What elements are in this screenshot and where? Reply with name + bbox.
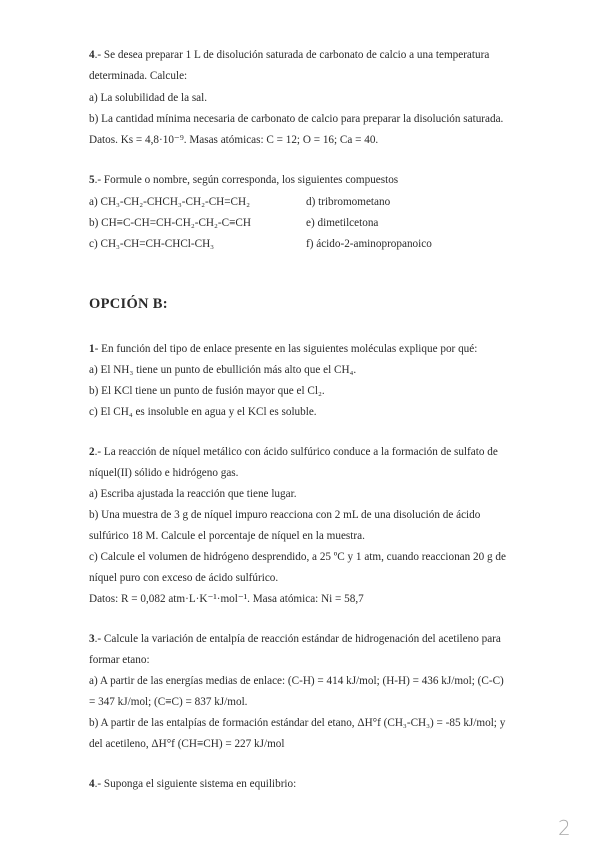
q4-intro-line-2: determinada. Calcule: (89, 70, 188, 82)
page-number: 2 (558, 816, 571, 840)
q5-item-b: b) CH≡C-CH=CH-CH₂-CH₂-C≡CH (89, 217, 251, 229)
q4-number: 4 (89, 49, 95, 61)
option-b-heading: OPCIÓN B: (89, 296, 168, 312)
b2-part-b-line-1: b) Una muestra de 3 g de níquel impuro reacciona con 2 mL de una disolución de ácido (89, 509, 481, 521)
b3-part-b-line-2: del acetileno, ΔH°f (CH≡CH) = 227 kJ/mol (89, 738, 285, 750)
b2-part-c-line-1: c) Calcule el volumen de hidrógeno desprendido, a 25 ºC y 1 atm, cuando reaccionan 20 g de (89, 551, 506, 563)
b1-part-c: c) El CH₄ es insoluble en agua y el KCl es soluble. (89, 406, 317, 418)
q5-number: 5 (89, 174, 95, 186)
q5-item-c: c) CH₃-CH=CH-CHCl-CH₃ (89, 238, 215, 250)
q4-intro-line-1 (89, 48, 547, 62)
b3-number: 3 (89, 633, 95, 645)
q5-item-f: f) ácido-2-aminopropanoico (306, 238, 432, 250)
b2-number: 2 (89, 446, 95, 458)
b1-intro: - En función del tipo de enlace presente en las siguientes moléculas explique por qué: (94, 343, 478, 355)
b1-part-a: a) El NH₃ tiene un punto de ebullición más alto que el CH₄. (89, 364, 357, 376)
b2-part-a: a) Escriba ajustada la reacción que tiene lugar. (89, 488, 297, 500)
b1-number: 1 (89, 343, 95, 355)
q5-item-a: a) CH₃-CH₂-CHCH₃-CH₂-CH=CH₂ (89, 196, 250, 208)
b1-intro-line (89, 342, 477, 356)
b2-intro-1: .- La reacción de níquel metálico con ácido sulfúrico conduce a la formación de sulfato de (94, 446, 498, 458)
b2-datos: Datos: R = 0,082 atm·L·K⁻¹·mol⁻¹. Masa atómica: Ni = 58,7 (89, 593, 364, 605)
q5-intro: .- Formule o nombre, según corresponda, los siguientes compuestos (94, 174, 399, 186)
q5-item-e: e) dimetilcetona (306, 217, 379, 229)
q4-part-a: a) La solubilidad de la sal. (89, 92, 208, 104)
q5-item-d: d) tribromometano (306, 196, 391, 208)
b1-part-b: b) El KCl tiene un punto de fusión mayor que el Cl₂. (89, 385, 325, 397)
b4-intro-line (89, 777, 296, 791)
b3-part-a-line-2: = 347 kJ/mol; (C≡C) = 837 kJ/mol. (89, 696, 248, 708)
q4-part-b: b) La cantidad mínima necesaria de carbonato de calcio para preparar la disolución saturada. (89, 113, 504, 125)
b2-intro-line-2: níquel(II) sólido e hidrógeno gas. (89, 467, 239, 479)
q5-intro-line (89, 173, 398, 187)
q4-datos: Datos. Ks = 4,8·10⁻⁹. Masas atómicas: C = 12; O = 16; Ca = 40. (89, 134, 379, 146)
q4-intro-1: .- Se desea preparar 1 L de disolución saturada de carbonato de calcio a una temperatura (94, 49, 490, 61)
b2-intro-line-1 (89, 445, 547, 459)
b2-part-c-line-2: níquel puro con exceso de ácido sulfúrico. (89, 572, 279, 584)
b3-intro-line-1 (89, 632, 547, 646)
b4-number: 4 (89, 778, 95, 790)
b3-part-a-line-1: a) A partir de las energías medias de enlace: (C-H) = 414 kJ/mol; (H-H) = 436 kJ/mol; (C-C) (89, 675, 504, 687)
b3-part-b-line-1: b) A partir de las entalpías de formación estándar del etano, ΔH°f (CH₃-CH₃) = -85 kJ/mol; y (89, 717, 506, 729)
b2-part-b-line-2: sulfúrico 18 M. Calcule el porcentaje de níquel en la muestra. (89, 530, 365, 542)
b3-intro-1: .- Calcule la variación de entalpía de reacción estándar de hidrogenación del acetileno para (94, 633, 501, 645)
b3-intro-line-2: formar etano: (89, 654, 150, 666)
b4-intro: .- Suponga el siguiente sistema en equilibrio: (94, 778, 297, 790)
